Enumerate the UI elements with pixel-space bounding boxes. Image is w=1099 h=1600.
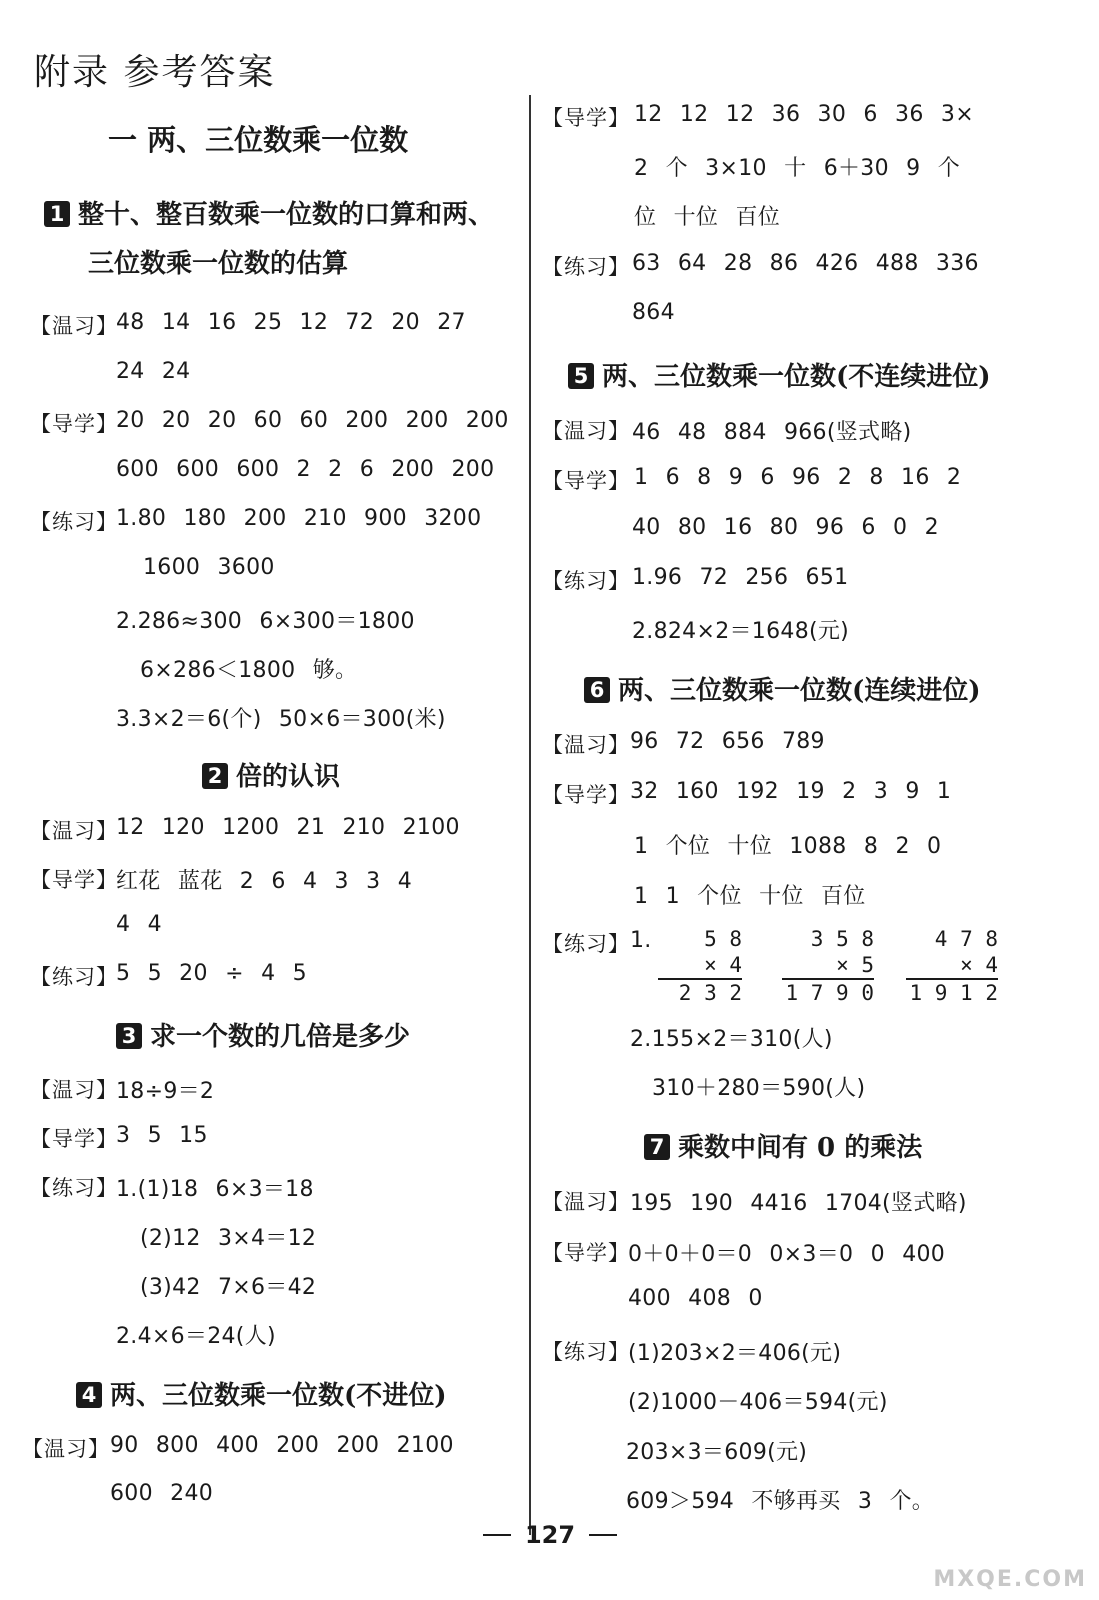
section-title: 两、三位数乘一位数(不连续进位) xyxy=(602,362,991,392)
practice-label: 【练习】 xyxy=(30,965,118,989)
answer-line: 2.824×2＝1648(元) xyxy=(632,619,850,644)
section-1-title xyxy=(44,194,494,231)
multiplicand: 5 8 xyxy=(704,927,742,951)
practice-label: 【练习】 xyxy=(30,510,118,534)
answer-line: 48 14 16 25 12 72 20 27 xyxy=(116,310,466,335)
section-4-title xyxy=(76,1375,447,1412)
review-label: 【温习】 xyxy=(30,819,118,843)
answer-line: 0＋0＋0＝0 0×3＝0 0 400 xyxy=(628,1242,946,1267)
section-title: 两、三位数乘一位数(连续进位) xyxy=(618,676,981,706)
answer-line: 46 48 884 966(竖式略) xyxy=(632,420,912,445)
answer-line: 2.4×6＝24(人) xyxy=(116,1324,276,1349)
practice-label: 【练习】 xyxy=(542,569,630,593)
vertical-multiplication xyxy=(906,926,998,1006)
review-label: 【温习】 xyxy=(542,1190,630,1214)
answer-line: 2 个 3×10 十 6＋30 9 个 xyxy=(634,156,961,181)
review-label: 【温习】 xyxy=(22,1437,110,1461)
section-number-badge: 5 xyxy=(568,363,594,389)
guide-label: 【导学】 xyxy=(542,106,630,130)
guide-label: 【导学】 xyxy=(30,412,118,436)
answer-line: 1 6 8 9 6 96 2 8 16 2 xyxy=(634,465,962,490)
vertical-multiplication xyxy=(658,926,742,1006)
page-number-value: 127 xyxy=(524,1521,576,1549)
answer-line: 63 64 28 86 426 488 336 xyxy=(632,251,979,276)
multiplicand: 3 5 8 xyxy=(810,927,874,951)
section-title: 乘数中间有 0 的乘法 xyxy=(678,1133,923,1163)
answer-line: 1 个位 十位 1088 8 2 0 xyxy=(634,834,942,859)
column-divider xyxy=(529,95,531,1535)
section-title: 求一个数的几倍是多少 xyxy=(150,1022,411,1052)
answer-line: 203×3＝609(元) xyxy=(626,1440,808,1465)
review-label: 【温习】 xyxy=(542,419,630,443)
section-1-title-line2: 三位数乘一位数的估算 xyxy=(88,249,349,279)
answer-line: 位 十位 百位 xyxy=(634,205,781,230)
answer-line: 90 800 400 200 200 2100 xyxy=(110,1433,454,1458)
review-label: 【温习】 xyxy=(30,1078,118,1102)
answer-line: 6×286＜1800 够。 xyxy=(140,658,358,683)
practice-prefix: 1. xyxy=(630,928,652,953)
answer-line: 1 1 个位 十位 百位 xyxy=(634,884,866,909)
practice-label: 【练习】 xyxy=(30,1176,118,1200)
answer-line: 1.80 180 200 210 900 3200 xyxy=(116,506,482,531)
product: 1 7 9 0 xyxy=(785,981,874,1005)
section-title: 两、三位数乘一位数(不进位) xyxy=(110,1381,447,1411)
section-number-badge: 2 xyxy=(202,763,228,789)
guide-label: 【导学】 xyxy=(30,1127,118,1151)
answer-line: (2)12 3×4＝12 xyxy=(140,1226,317,1251)
guide-label: 【导学】 xyxy=(542,469,630,493)
answer-line: 12 12 12 36 30 6 36 3× xyxy=(634,102,974,127)
answer-line: 310＋280＝590(人) xyxy=(652,1076,866,1101)
answer-line: 20 20 20 60 60 200 200 200 xyxy=(116,408,509,433)
answer-line: (2)1000－406＝594(元) xyxy=(628,1390,888,1415)
answer-line: 5 5 20 ÷ 4 5 xyxy=(116,961,307,986)
section-5-title xyxy=(568,356,991,393)
section-number-badge: 7 xyxy=(644,1134,670,1160)
watermark: MXQE.COM xyxy=(933,1567,1087,1592)
multiplicand: 4 7 8 xyxy=(934,927,998,951)
answer-line: 600 240 xyxy=(110,1481,214,1506)
review-label: 【温习】 xyxy=(30,314,118,338)
guide-label: 【导学】 xyxy=(542,1241,630,1265)
answer-line: 1.96 72 256 651 xyxy=(632,565,849,590)
answer-line: 12 120 1200 21 210 2100 xyxy=(116,815,460,840)
answer-line: 32 160 192 19 2 3 9 1 xyxy=(630,779,952,804)
answer-line: 4 4 xyxy=(116,912,162,937)
page-number-dash-right xyxy=(589,1534,617,1536)
answer-line: 18÷9＝2 xyxy=(116,1079,215,1104)
section-number-badge: 1 xyxy=(44,201,70,227)
review-label: 【温习】 xyxy=(542,733,630,757)
answer-line: 1.(1)18 6×3＝18 xyxy=(116,1177,314,1202)
chapter-title: 一 两、三位数乘一位数 xyxy=(108,123,409,157)
answer-line: 3.3×2＝6(个) 50×6＝300(米) xyxy=(116,707,446,732)
answer-line: 1600 3600 xyxy=(143,555,275,580)
section-number-badge: 3 xyxy=(116,1023,142,1049)
answer-line: 3 5 15 xyxy=(116,1123,208,1148)
page-number xyxy=(440,1521,660,1549)
guide-label: 【导学】 xyxy=(542,783,630,807)
product: 1 9 1 2 xyxy=(909,981,998,1005)
answer-line: 609＞594 不够再买 3 个。 xyxy=(626,1489,935,1514)
vertical-multiplication xyxy=(782,926,874,1006)
multiplier: × 4 xyxy=(906,952,998,980)
answer-line: (1)203×2＝406(元) xyxy=(628,1341,842,1366)
answer-line: 40 80 16 80 96 6 0 2 xyxy=(632,515,939,540)
practice-label: 【练习】 xyxy=(542,1340,630,1364)
answer-line: 600 600 600 2 2 6 200 200 xyxy=(116,457,495,482)
answer-line: 400 408 0 xyxy=(628,1286,763,1311)
answer-line: 2.286≈300 6×300＝1800 xyxy=(116,609,415,634)
answer-line: 24 24 xyxy=(116,359,191,384)
practice-label: 【练习】 xyxy=(542,932,630,956)
product: 2 3 2 xyxy=(678,981,742,1005)
answer-line: 195 190 4416 1704(竖式略) xyxy=(630,1191,967,1216)
multiplier: × 5 xyxy=(782,952,874,980)
guide-label: 【导学】 xyxy=(30,868,118,892)
section-7-title xyxy=(644,1127,922,1164)
answer-line: 96 72 656 789 xyxy=(630,729,825,754)
section-title-line1: 整十、整百数乘一位数的口算和两、 xyxy=(78,200,495,230)
section-3-title xyxy=(116,1016,410,1053)
multiplier: × 4 xyxy=(658,952,742,980)
section-2-title xyxy=(202,756,340,793)
answer-line: 红花 蓝花 2 6 4 3 3 4 xyxy=(116,869,413,894)
answer-line: (3)42 7×6＝42 xyxy=(140,1275,317,1300)
section-number-badge: 6 xyxy=(584,677,610,703)
answer-line: 864 xyxy=(632,300,675,325)
answer-line: 2.155×2＝310(人) xyxy=(630,1027,833,1052)
section-6-title xyxy=(584,670,981,707)
page-title: 附录 参考答案 xyxy=(34,52,276,93)
page-number-dash-left xyxy=(483,1534,511,1536)
section-title: 倍的认识 xyxy=(236,762,341,792)
section-number-badge: 4 xyxy=(76,1382,102,1408)
practice-label: 【练习】 xyxy=(542,255,630,279)
